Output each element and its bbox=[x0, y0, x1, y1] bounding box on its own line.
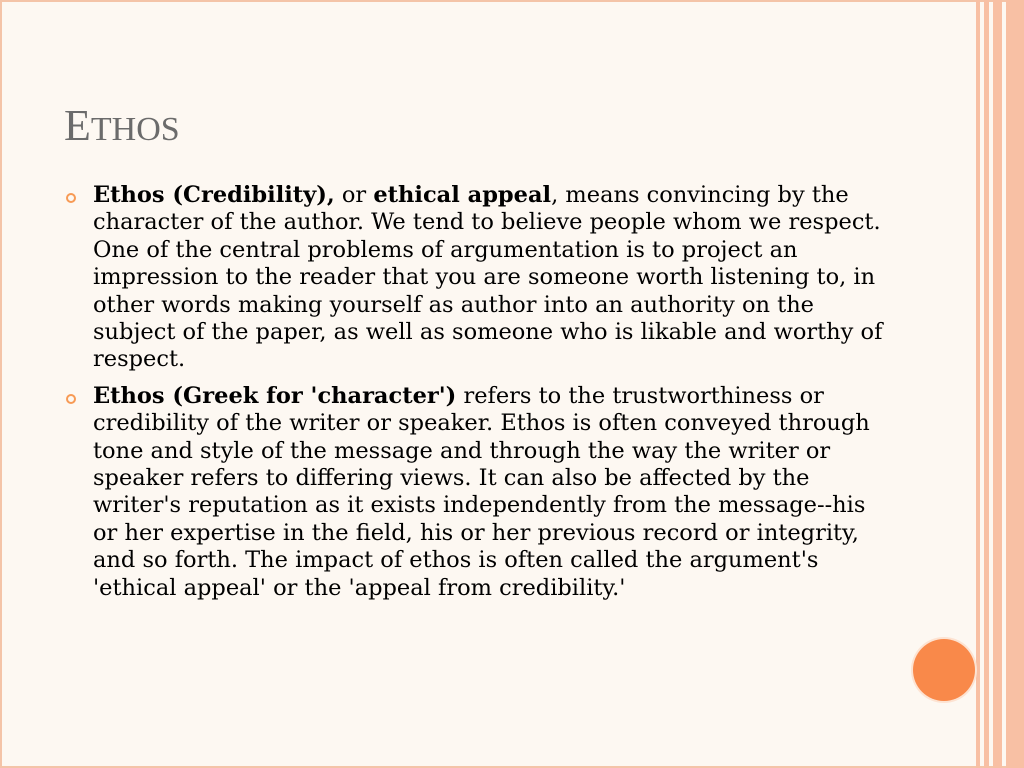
bullet-item bbox=[66, 182, 886, 374]
stripe bbox=[976, 0, 980, 768]
bullet-item bbox=[66, 383, 886, 602]
bullet-text bbox=[93, 182, 882, 372]
slide-title-rest: THOS bbox=[90, 111, 180, 148]
stripe bbox=[993, 0, 1002, 768]
slide-title bbox=[64, 101, 180, 150]
bullet-plain-text: or bbox=[334, 182, 374, 208]
slide-title-first-letter: E bbox=[64, 101, 91, 150]
decorative-orange-circle bbox=[913, 639, 975, 701]
bullet-circle-icon bbox=[66, 394, 76, 404]
bullet-circle-icon bbox=[66, 193, 76, 203]
slide-content bbox=[66, 182, 886, 611]
bullet-bold-text: Ethos (Greek for 'character') bbox=[93, 382, 457, 409]
bullet-plain-text: refers to the trustworthiness or credibility of the writer or speaker. Ethos is often conveyed through tone and style of the message and through the way the writer or speaker refers to differing views. It can also be affected by the writer's reputation as it exists independently from the message--his or her expertise in the field, his or her previous record or integrity, and so forth. The impact of ethos is often called the argument's 'ethical appeal' or the 'appeal from credibility.' bbox=[93, 382, 870, 601]
bullet-plain-text: , means convincing by the character of the author. We tend to believe people whom we respect. One of the central problems of argumentation is to project an impression to the reader that you are someone worth listening to, in other words making yourself as author into an authority on the subject of the paper, as well as someone who is likable and worthy of respect. bbox=[93, 182, 883, 373]
stripe bbox=[1006, 0, 1024, 768]
bullet-text bbox=[93, 383, 870, 601]
bullet-bold-text: Ethos (Credibility), bbox=[93, 182, 335, 208]
stripe bbox=[984, 0, 989, 768]
decorative-stripes bbox=[976, 0, 1024, 768]
bullet-bold-text: ethical appeal bbox=[373, 182, 552, 208]
